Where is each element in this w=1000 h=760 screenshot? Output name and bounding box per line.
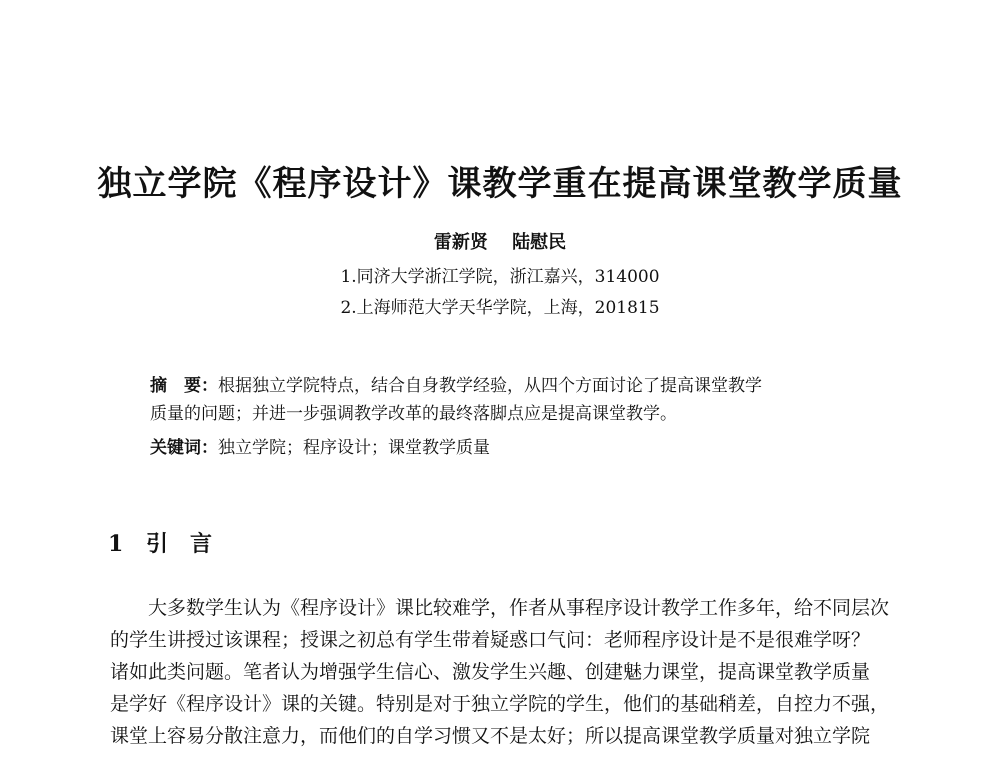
body-line: 大多数学生认为《程序设计》课比较难学，作者从事程序设计教学工作多年，给不同层次 [148, 597, 890, 619]
abstract-text-line-1: 根据独立学院特点，结合自身教学经验，从四个方面讨论了提高课堂教学 [218, 376, 762, 396]
body-line: 诸如此类问题。笔者认为增强学生信心、激发学生兴趣、创建魅力课堂，提高课堂教学质量 [110, 661, 871, 683]
keywords [150, 434, 870, 462]
authors: 雷新贤 陆慰民 [433, 232, 567, 253]
affiliation-2: 2.上海师范大学天华学院，上海，201815 [340, 298, 660, 318]
paper-title: 独立学院《程序设计》课教学重在提高课堂教学质量 [97, 164, 903, 204]
abstract [150, 372, 870, 428]
body-line: 的学生讲授过该课程；授课之初总有学生带着疑惑口气问：老师程序设计是不是很难学呀？ [110, 629, 871, 651]
body-line: 课堂上容易分散注意力，而他们的自学习惯又不是太好；所以提高课堂教学质量对独立学院 [110, 725, 871, 747]
body-paragraph [110, 592, 892, 752]
abstract-text-line-2: 质量的问题；并进一步强调教学改革的最终落脚点应是提高课堂教学。 [150, 404, 677, 424]
abstract-label: 摘 要： [150, 376, 218, 396]
section-number: 1 [108, 531, 124, 557]
body-line: 是学好《程序设计》课的关键。特别是对于独立学院的学生，他们的基础稍差，自控力不强， [110, 693, 890, 715]
section-heading [108, 528, 212, 560]
keywords-label: 关键词： [150, 438, 218, 458]
section-title: 引 言 [146, 531, 213, 557]
keywords-text: 独立学院；程序设计；课堂教学质量 [218, 438, 490, 458]
affiliation-1: 1.同济大学浙江学院，浙江嘉兴，314000 [340, 267, 660, 287]
